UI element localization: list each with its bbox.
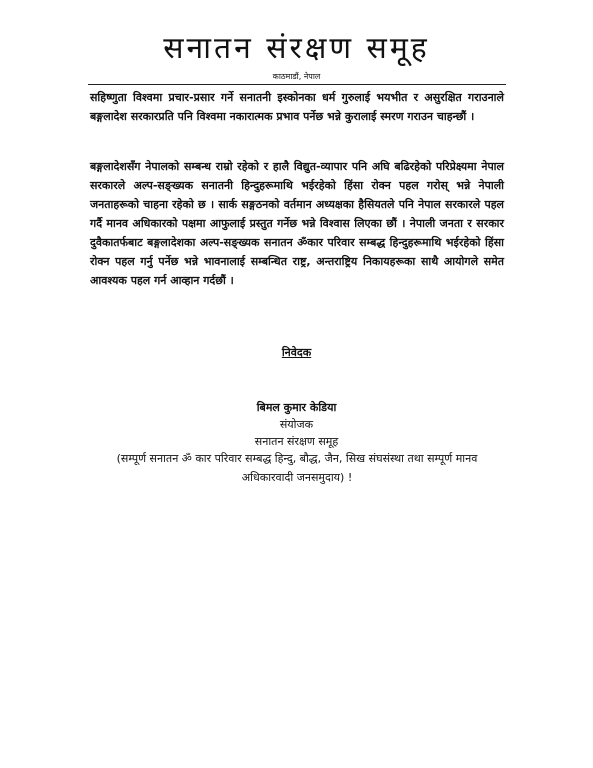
signatory-name: बिमल कुमार केडिया bbox=[256, 401, 337, 414]
document-subtitle: काठमाडौं, नेपाल bbox=[272, 72, 321, 81]
signature-label: निवेदक bbox=[281, 346, 312, 359]
signatory-role: संयोजक bbox=[279, 418, 314, 431]
signatory-organization: सनातन संरक्षण समूह bbox=[254, 435, 339, 448]
paragraph-1: सहिष्णुता विश्वमा प्रचार-प्रसार गर्ने सनातनी इस्कोनका धर्म गुरुलाई भयभीत र असुरक्षित गराउनाले बङ्गलादेश सरकारप्रति पनि विश्वमा नकारात्मक प्रभाव पर्नेछ भन्ने कुरालाई स्मरण गराउन चाहन्छौं । bbox=[90, 91, 504, 123]
paragraph-2: बङ्गलादेशसँग नेपालको सम्बन्ध राम्रो रहेको र हालै विद्युत-व्यापार पनि अघि बढिरहेको परिप्रेक्ष्यमा नेपाल सरकारले अल्प-सङ्ख्यक सनातनी हिन्दुहरूमाथि भईरहेको हिंसा रोक्न पहल गरोस् भन्ने नेपाली जनताहरूको चाहना रहेको छ । सार्क सङ्गठनको वर्तमान अध्यक्षका हैसियतले पनि नेपाल सरकारले पहल गर्दै मानव अधिकारको पक्षमा आफुलाई प्रस्तुत गर्नेछ भन्ने विश्वास लिएका छौं । नेपाली जनता र सरकार दुवैकातर्फबाट बङ्गलादेशका अल्प-सङ्ख्यक सनातन ॐकार परिवार सम्बद्ध हिन्दुहरूमाथि भईरहेको हिंसा रोक्न पहल गर्नु पर्नेछ भन्ने भावनालाई सम्बन्धित राष्ट्र, अन्तराष्ट्रिय निकायहरूका साथै आयोगले समेत आवश्यक पहल गर्न आव्हान गर्दछौं । bbox=[90, 160, 504, 287]
signatory-note: (सम्पूर्ण सनातन ॐ कार परिवार सम्बद्ध हिन्दु, बौद्ध, जैन, सिख संघसंस्था तथा सम्पूर्ण मानव अधिकारवादी जनसमुदाय) ! bbox=[116, 452, 478, 484]
header-divider bbox=[88, 84, 506, 85]
document-title: सनातन संरक्षण समूह bbox=[163, 31, 430, 66]
